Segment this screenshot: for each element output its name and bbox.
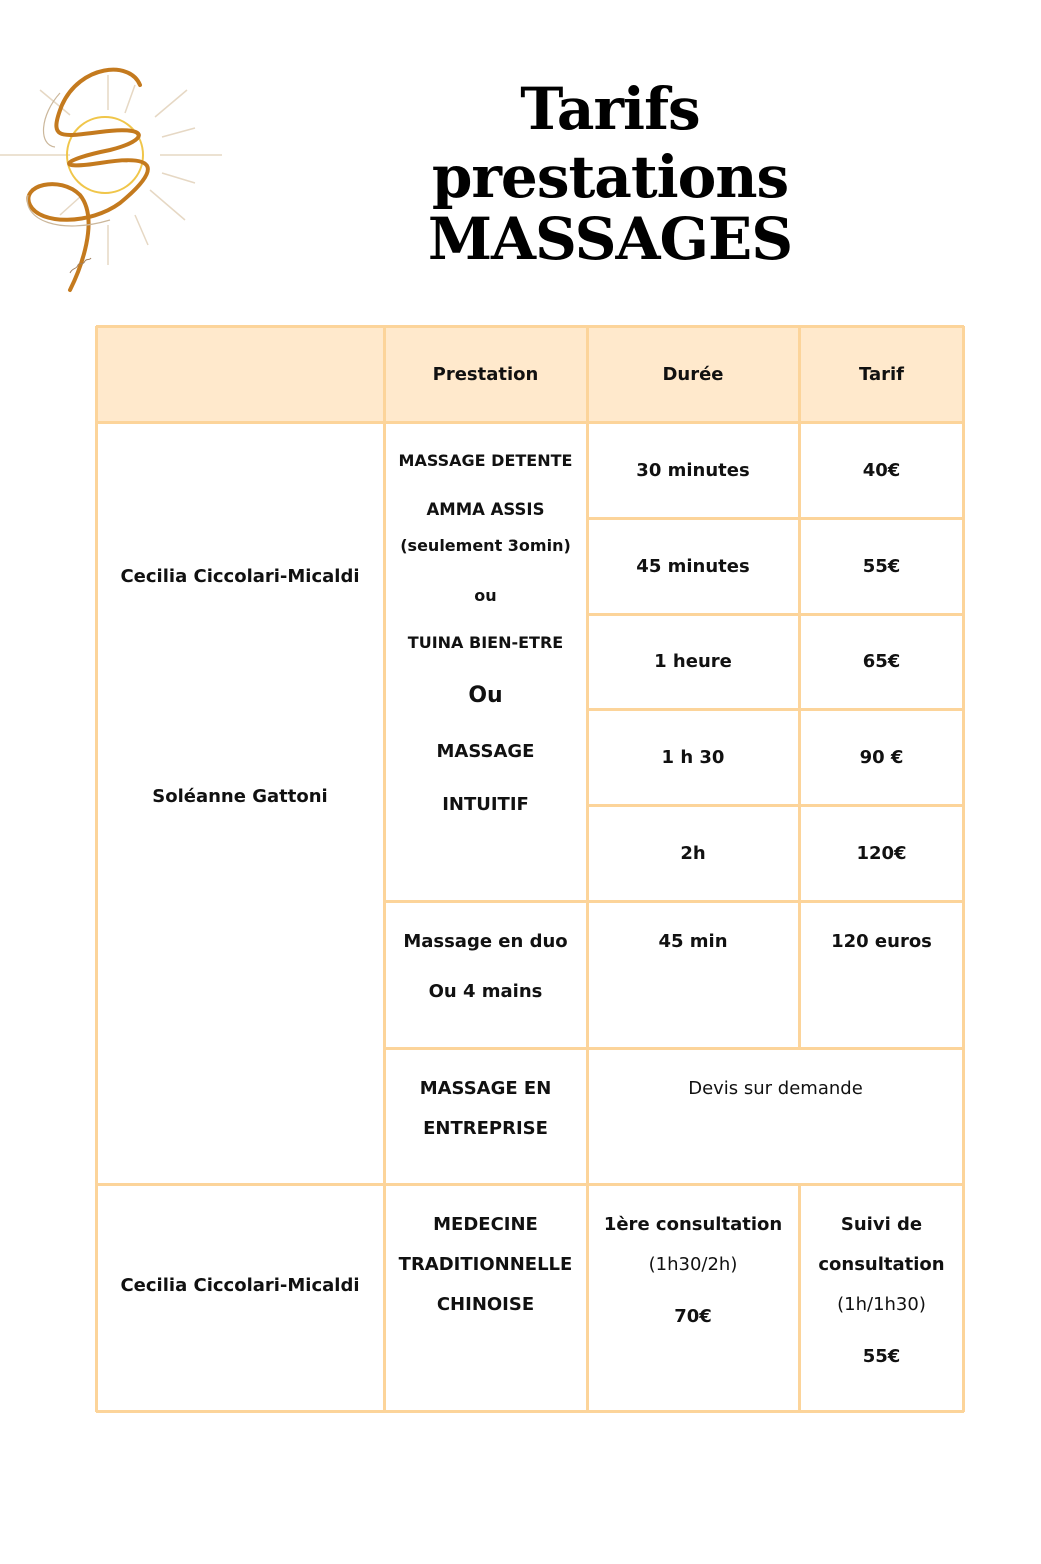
duration-cell: 1 heure (654, 651, 732, 672)
header-cell-duree (587, 326, 799, 422)
mtc-prestation-cell: MEDECINE TRADITIONNELLE CHINOISE (398, 1214, 573, 1315)
price-cell: 40€ (862, 459, 901, 481)
table-border (96, 1183, 964, 1186)
table-border (587, 804, 964, 807)
price-cell: 55€ (862, 555, 901, 577)
price-cell: 120€ (856, 842, 907, 864)
duo-price-cell: 120 euros (831, 931, 932, 952)
duration-cell: 45 minutes (636, 555, 750, 577)
mtc-first-consultation-cell: 1ère consultation (1h30/2h) 70€ (603, 1214, 783, 1327)
mtc-followup-cell: Suivi de consultation (1h/1h30) 55€ (818, 1214, 945, 1367)
table-border (798, 326, 801, 1048)
table-border (383, 326, 386, 1412)
duration-cell: 2h (680, 842, 706, 864)
column-header: Prestation (432, 363, 539, 385)
table-border (384, 1047, 964, 1050)
table-border (586, 326, 589, 1412)
practitioner-name: Cecilia Ciccolari-Micaldi (120, 565, 360, 587)
massage-list-item: (seulement 3omin) (400, 536, 571, 555)
logo-icon (0, 55, 235, 300)
table-border (384, 900, 964, 903)
column-header: Durée (662, 363, 724, 385)
massage-list-item: AMMA ASSIS (426, 500, 545, 519)
duration-cell: 1 h 30 (661, 746, 725, 768)
table-border (587, 708, 964, 711)
price-cell: 65€ (862, 651, 901, 672)
massage-list-item: TUINA BIEN-ETRE (407, 633, 564, 652)
duo-duration-cell: 45 min (658, 931, 728, 952)
massage-list-item: ou (474, 586, 497, 605)
table-border (587, 613, 964, 616)
entreprise-prestation-cell: MASSAGE EN ENTREPRISE (419, 1078, 552, 1139)
header-cell-prestation (384, 326, 587, 422)
table-border (587, 517, 964, 520)
page-subtitle: MASSAGES (427, 205, 793, 273)
table-border (962, 326, 965, 1412)
pricing-table (96, 326, 964, 1412)
duration-cell: 30 minutes (636, 459, 750, 481)
practitioner-name: Soléanne Gattoni (152, 785, 328, 807)
massage-list-item: Ou (468, 683, 503, 708)
column-header: Tarif (859, 363, 904, 385)
price-cell: 90 € (859, 746, 904, 768)
duo-prestation-cell: Massage en duo Ou 4 mains (403, 931, 568, 1002)
table-border (96, 421, 964, 424)
page-title: Tarifs prestations (431, 75, 789, 211)
practitioner-name: Cecilia Ciccolari-Micaldi (120, 1274, 360, 1296)
table-border (798, 1184, 801, 1412)
massage-list-item: MASSAGE DETENTE (398, 451, 573, 470)
header-cell-empty (96, 326, 384, 422)
header-cell-tarif (799, 326, 964, 422)
entreprise-quote-cell: Devis sur demande (688, 1078, 863, 1099)
table-border (95, 326, 98, 1412)
table-border (96, 325, 964, 328)
massage-list-item: INTUITIF (442, 794, 529, 815)
table-border (96, 1410, 964, 1413)
massage-list-item: MASSAGE (436, 741, 535, 762)
